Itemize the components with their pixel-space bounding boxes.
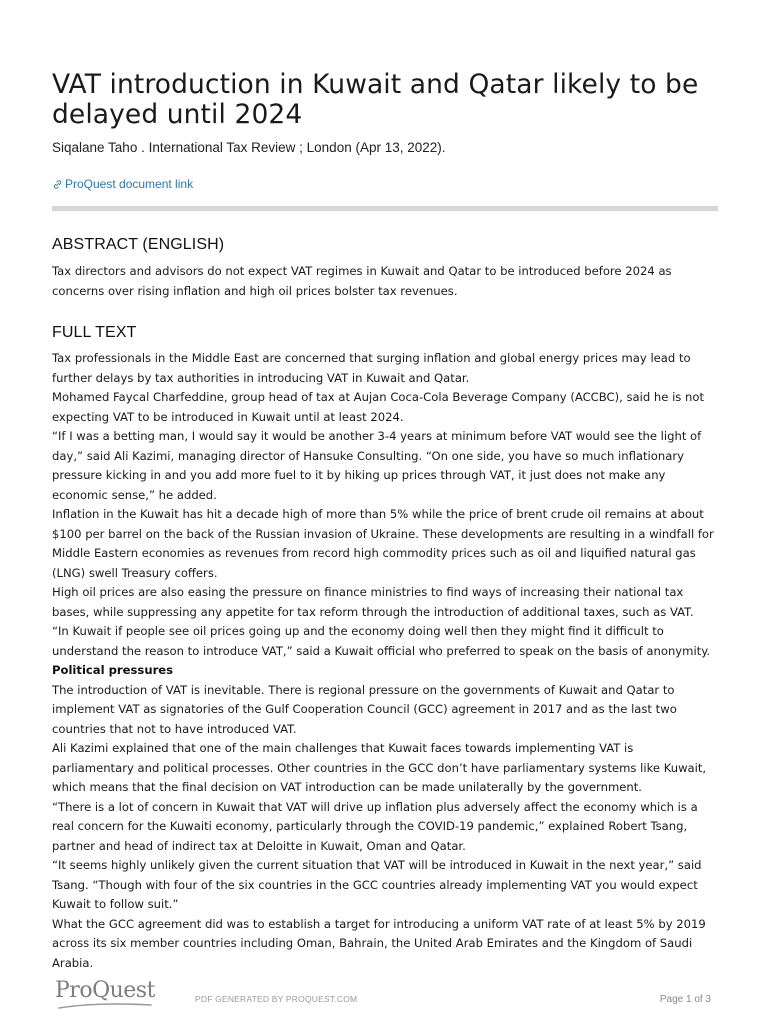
body-paragraph: “It seems highly unlikely given the current situation that VAT will be introduced in Kuwait in the next year,” said Tsang. “Though with four of the six countries in the GCC countries already implementing VAT you would expect Kuwait to follow suit.” <box>52 858 702 911</box>
body-paragraph: What the GCC agreement did was to establish a target for introducing a uniform VAT rate of at least 5% by 2019 across its six member countries including Oman, Bahrain, the United Arab Emirates and the Kingdom of Saudi Arabia. <box>52 916 706 970</box>
article-byline: Siqalane Taho . International Tax Review ; London (Apr 13, 2022). <box>52 140 446 155</box>
body-paragraph: Ali Kazimi explained that one of the main challenges that Kuwait faces towards implementing VAT is parliamentary and political processes. Other countries in the GCC don’t have parliamentary systems like Kuwait, which means that the final decision on VAT introduction can be made unilaterally by the government. <box>52 741 707 794</box>
article-title: VAT introduction in Kuwait and Qatar likely to be delayed until 2024 <box>52 69 699 130</box>
full-text-heading: FULL TEXT <box>52 324 137 341</box>
proquest-logo <box>55 978 155 1003</box>
logo-text: ProQuest <box>55 978 155 1003</box>
abstract-heading: ABSTRACT (ENGLISH) <box>52 236 225 253</box>
link-icon <box>52 179 63 190</box>
page-footer <box>55 978 715 1008</box>
abstract-text: Tax directors and advisors do not expect VAT regimes in Kuwait and Qatar to be introduced before 2024 as concerns over rising inflation and high oil prices bolster tax revenues. <box>52 264 672 298</box>
logo-swoosh-icon <box>57 1002 153 1010</box>
generated-notice: PDF GENERATED BY PROQUEST.COM <box>195 994 358 1004</box>
document-page <box>52 70 718 973</box>
body-paragraph: The introduction of VAT is inevitable. There is regional pressure on the governments of Kuwait and Qatar to implement VAT as signatories of the Gulf Cooperation Council (GCC) agreement in 2017 and as the last two countries that not to have introduced VAT. <box>52 682 677 736</box>
full-text-body <box>52 349 718 973</box>
header-divider <box>52 206 718 211</box>
body-paragraph: Inflation in the Kuwait has hit a decade high of more than 5% while the price of brent crude oil remains at about $100 per barrel on the back of the Russian invasion of Ukraine. These developments are resulting in a windfall for Middle Eastern economies as revenues from record high commodity prices such as oil and liquified natural gas (LNG) swell Treasury coffers. <box>52 507 714 580</box>
body-paragraph: Tax professionals in the Middle East are concerned that surging inflation and global energy prices may lead to further delays by tax authorities in introducing VAT in Kuwait and Qatar. <box>52 351 691 385</box>
body-paragraph: Mohamed Faycal Charfeddine, group head of tax at Aujan Coca-Cola Beverage Company (ACCBC), said he is not expecting VAT to be introduced in Kuwait until at least 2024. <box>52 390 705 424</box>
body-paragraph: “In Kuwait if people see oil prices going up and the economy doing well then they might find it difficult to understand the reason to introduce VAT,” said a Kuwait official who preferred to speak on the basis of anonymity. <box>52 624 711 658</box>
page-number: Page 1 of 3 <box>659 994 711 1005</box>
section-subheading: Political pressures <box>52 663 174 677</box>
body-paragraph: “If I was a betting man, I would say it would be another 3-4 years at minimum before VAT would see the light of day,” said Ali Kazimi, managing director of Hansuke Consulting. “On one side, you have so much inflationary pressure kicking in and you add more fuel to it by hiking up prices through VAT, it just does not make any economic sense,” he added. <box>52 429 702 502</box>
body-paragraph: “There is a lot of concern in Kuwait that VAT will drive up inflation plus adversely affect the economy which is a real concern for the Kuwaiti economy, particularly through the COVID-19 pandemic,” explained Robert Tsang, partner and head of indirect tax at Deloitte in Kuwait, Oman and Qatar. <box>52 799 698 853</box>
body-paragraph: High oil prices are also easing the pressure on finance ministries to find ways of increasing their national tax bases, while suppressing any appetite for tax reform through the introduction of additional taxes, such as VAT. <box>52 585 694 619</box>
document-link-label: ProQuest document link <box>65 177 194 191</box>
proquest-document-link[interactable] <box>52 177 718 191</box>
